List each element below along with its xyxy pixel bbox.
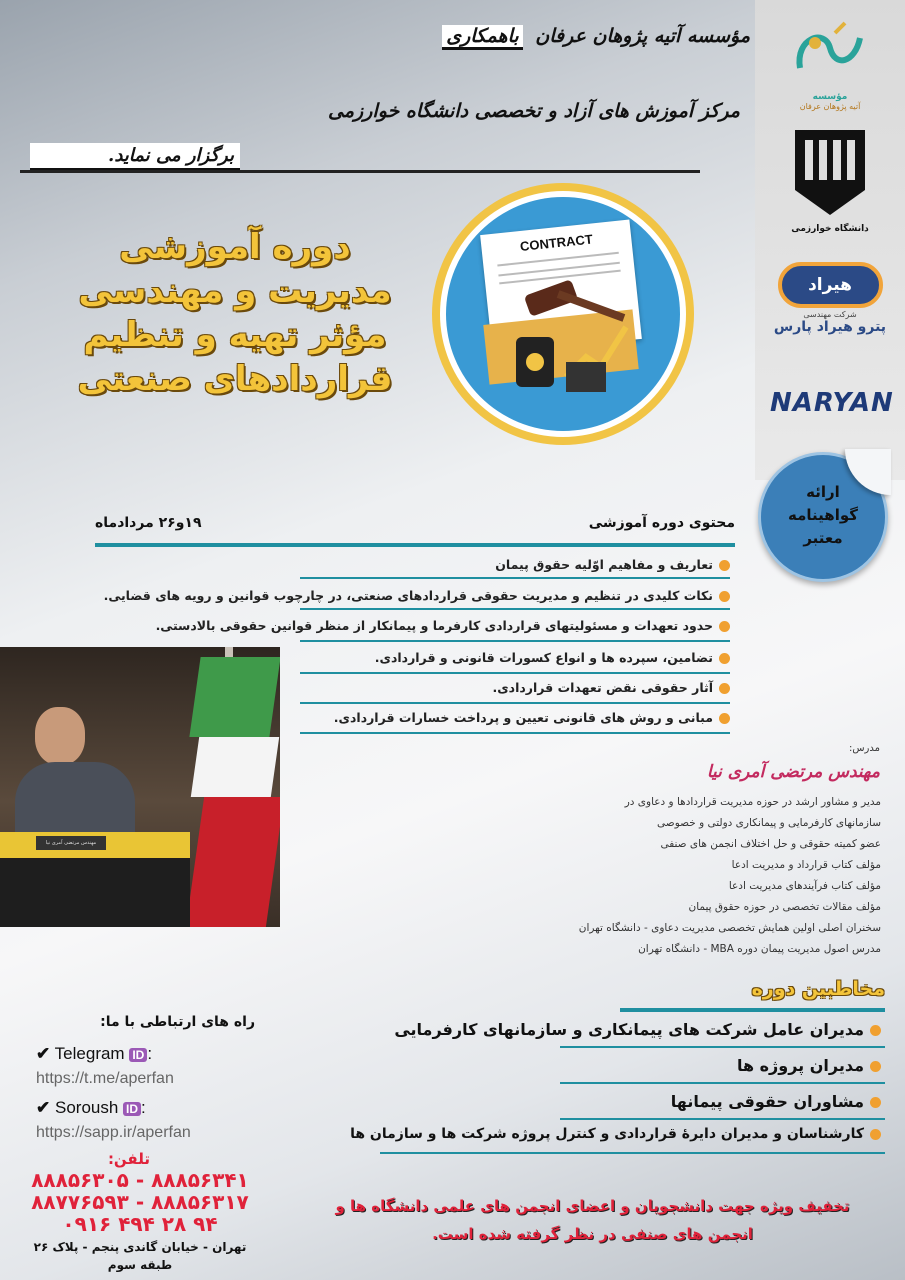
bullet-icon	[719, 591, 730, 602]
content-item-1: تعاریف و مفاهیم اوّلیه حقوق پیمان	[495, 557, 730, 572]
audience-divider	[560, 1118, 885, 1120]
contract-label: CONTRACT	[519, 231, 594, 255]
telegram-link[interactable]: https://t.me/aperfan	[36, 1070, 174, 1087]
certificate-badge	[758, 452, 888, 582]
check-icon: ✔	[36, 1044, 51, 1063]
logo1-sub: آتیه پژوهان عرفان	[799, 102, 861, 111]
phone-label: تلفن:	[107, 1150, 150, 1168]
content-divider	[300, 672, 730, 674]
content-heading: محتوی دوره آموزشی	[588, 515, 735, 531]
instructor-label: مدرس:	[848, 743, 880, 754]
bio-line-2: سازمانهای کارفرمایی و پیمانکاری دولتی و خصوصی	[657, 817, 881, 829]
audience-heading-underline	[620, 1008, 885, 1012]
bullet-icon	[719, 621, 730, 632]
phones-line-1: ۸۸۸۵۶۳۰۵ - ۸۸۸۵۶۳۴۱	[31, 1168, 249, 1192]
header-line-2: مرکز آموزش های آزاد و تخصصی دانشگاه خوارزمی	[328, 100, 740, 122]
id-badge-icon: ID	[129, 1048, 147, 1062]
contract-image-circle	[432, 183, 694, 445]
soroush-row: ✔ Soroush ID :	[36, 1098, 146, 1117]
naryan-logo: NARYAN	[770, 388, 894, 418]
audience-divider	[560, 1046, 885, 1048]
content-divider	[300, 577, 730, 579]
mobile-number: ۰۹۱۶ ۴۹۴ ۲۸ ۹۴	[62, 1212, 218, 1236]
address-line-2: طبقه سوم	[107, 1258, 173, 1272]
bio-line-8: مدرس اصول مدیریت پیمان دوره MBA - دانشگاه تهران	[638, 943, 881, 955]
bullet-icon	[719, 683, 730, 694]
instructor-name: مهندس مرتضی آمری نیا	[706, 762, 880, 782]
discount-line-2: انجمن های صنفی در نظر گرفته شده است.	[432, 1225, 753, 1243]
flag-red	[186, 797, 280, 927]
speaker-head	[35, 707, 85, 765]
instructor-photo	[0, 647, 280, 927]
bullet-icon	[719, 560, 730, 571]
bio-line-4: مؤلف کتاب قرارداد و مدیریت ادعا	[731, 859, 881, 871]
course-title-line-4: قراردادهای صنعتی	[77, 359, 393, 399]
logo3-small: شرکت مهندسی	[803, 310, 857, 319]
flag-white	[191, 737, 279, 797]
course-title-line-2: مدیریت و مهندسی	[78, 271, 392, 311]
content-item-4: تضامین، سپرده ها و انواع کسورات قانونی و قراردادی.	[375, 650, 730, 665]
badge-line-2: گواهینامه	[788, 506, 858, 524]
content-item-6: مبانی و روش های قانونی تعیین و پرداخت خسارات قراردادی.	[334, 710, 730, 725]
bullet-icon	[719, 653, 730, 664]
audience-divider	[560, 1082, 885, 1084]
podium-label: مهندس مرتضی آمری نیا	[36, 836, 106, 850]
header-line-3: برگزار می نماید.	[30, 143, 240, 171]
audience-heading: مخاطبین دوره	[751, 978, 885, 1000]
content-divider	[300, 608, 730, 610]
telegram-row: ✔ Telegram ID :	[36, 1044, 153, 1063]
check-icon: ✔	[36, 1098, 51, 1117]
bullet-icon	[719, 713, 730, 724]
course-dates: ۱۹و۲۶ مردادماه	[95, 515, 202, 531]
bullet-icon	[870, 1097, 881, 1108]
soroush-link[interactable]: https://sapp.ir/aperfan	[36, 1124, 191, 1141]
content-divider	[300, 732, 730, 734]
bullet-icon	[870, 1129, 881, 1140]
content-item-3: حدود تعهدات و مسئولیتهای قراردادی کارفرما و پیمانکار از منظر قوانین حقوقی بالادستی.	[156, 618, 730, 633]
content-item-2: نکات کلیدی در تنظیم و مدیریت حقوقی قراردادهای صنعتی، در چارچوب قوانین و رویه های قضایی.	[104, 588, 730, 603]
header-line-1	[300, 25, 750, 47]
content-item-5: آثار حقوقی نقض تعهدات قراردادی.	[492, 680, 730, 695]
audience-item-3: مشاوران حقوقی پیمانها	[671, 1092, 881, 1111]
badge-line-1: ارائه	[806, 483, 840, 501]
bullet-icon	[870, 1061, 881, 1072]
header-org-name: مؤسسه آتیه پژوهان عرفان	[535, 25, 750, 47]
header-collab-badge: باهمکاری	[442, 25, 522, 50]
gavel-barrel-icon	[506, 267, 646, 407]
bio-line-1: مدیر و مشاور ارشد در حوزه مدیریت قراردادها و دعاوی در	[624, 796, 881, 808]
phones-line-2: ۸۸۷۷۶۵۹۳ - ۸۸۸۵۶۳۱۷	[31, 1190, 249, 1214]
course-title-line-3: مؤثر تهیه و تنظیم	[83, 315, 387, 355]
aperfan-logo	[770, 18, 890, 118]
soroush-label: Soroush	[54, 1098, 119, 1117]
bio-line-6: مؤلف مقالات تخصصی در حوزه حقوق پیمان	[688, 901, 881, 913]
contact-heading: راه های ارتباطی با ما:	[100, 1014, 255, 1030]
podium	[0, 832, 190, 927]
audience-item-4: کارشناسان و مدیران دایرهٔ قراردادی و کنترل پروژه شرکت ها و سازمان ها	[350, 1126, 881, 1142]
content-divider	[300, 702, 730, 704]
bio-line-7: سخنران اصلی اولین همایش تخصصی مدیریت دعاوی - دانشگاه تهران	[578, 922, 881, 934]
logo3-brand: هیراد	[778, 262, 883, 308]
id-badge-icon: ID	[123, 1102, 141, 1116]
badge-line-3: معتبر	[803, 529, 843, 547]
address-line-1: تهران - خیابان گاندی پنجم - پلاک ۲۶	[33, 1240, 247, 1254]
telegram-label: Telegram	[54, 1044, 125, 1063]
header-underline	[20, 170, 700, 173]
bullet-icon	[870, 1025, 881, 1036]
discount-note	[300, 1192, 885, 1248]
audience-item-2: مدیران پروژه ها	[737, 1056, 881, 1075]
flag-green	[189, 657, 280, 737]
bio-line-5: مؤلف کتاب فرآیندهای مدیریت ادعا	[728, 880, 881, 892]
petro-hirad-logo	[770, 262, 890, 362]
audience-item-1: مدیران عامل شرکت های پیمانکاری و سازمانهای کارفرمایی	[394, 1020, 881, 1039]
course-title-line-1: دوره آموزشی	[119, 227, 351, 267]
audience-divider	[380, 1152, 885, 1154]
course-title	[60, 225, 410, 401]
bio-line-3: عضو کمیته حقوقی و حل اختلاف انجمن های صنفی	[660, 838, 881, 850]
content-heading-underline	[95, 543, 735, 547]
content-divider	[300, 640, 730, 642]
logo1-label: مؤسسه	[812, 92, 848, 102]
logo3-name: پترو هیراد پارس	[773, 319, 887, 335]
logo2-label: دانشگاه خوارزمی	[791, 224, 869, 234]
discount-line-1: تخفیف ویژه جهت دانشجویان و اعضای انجمن های علمی دانشگاه ها و	[335, 1197, 850, 1215]
kharazmi-university-logo	[770, 120, 890, 250]
